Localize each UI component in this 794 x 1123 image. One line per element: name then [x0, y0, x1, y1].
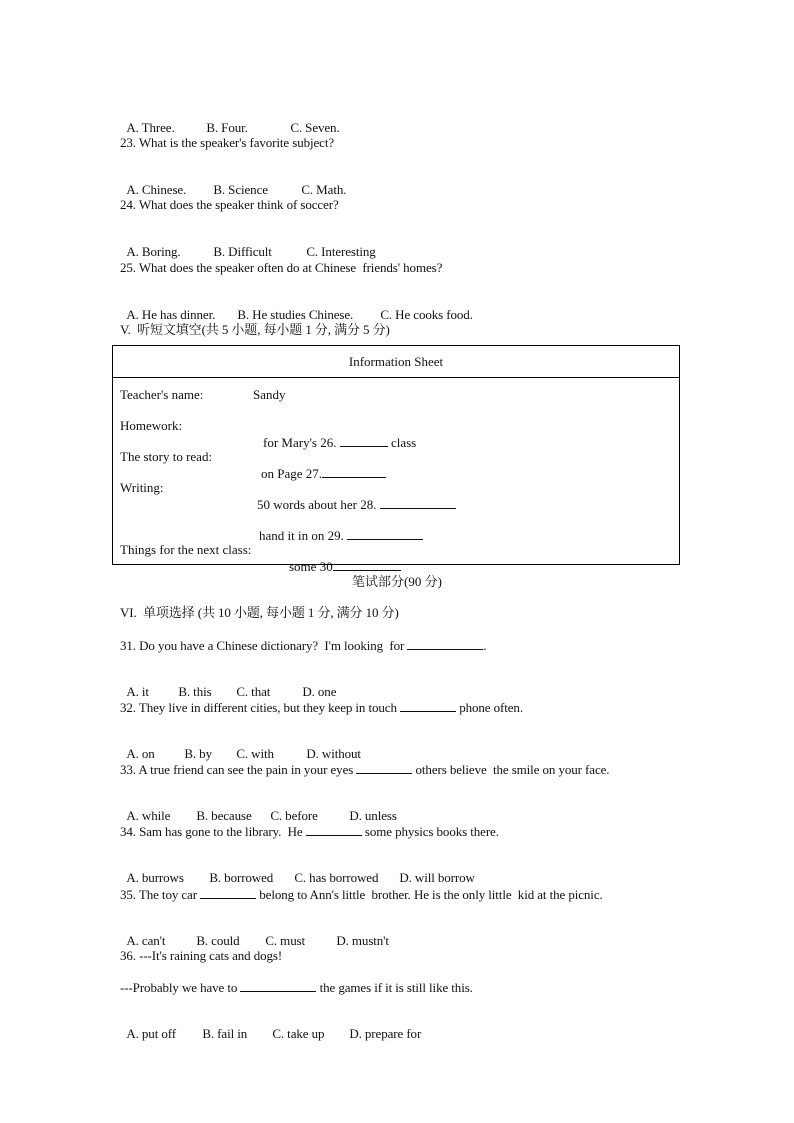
option: C. has borrowed	[294, 870, 379, 885]
blank-32[interactable]	[400, 699, 456, 712]
option: B. this	[178, 684, 212, 699]
blank-36[interactable]	[240, 979, 316, 992]
blank-33[interactable]	[356, 761, 412, 774]
q33-options	[120, 792, 397, 824]
next-class-label: Things for the next class:	[120, 542, 252, 557]
q36-options	[120, 1010, 421, 1042]
question-36: 36. ---It's raining cats and dogs!	[120, 948, 283, 963]
q32-options	[120, 730, 361, 762]
q35-options	[120, 917, 389, 949]
blank-34[interactable]	[306, 823, 362, 836]
q36-pre: ---Probably we have to	[120, 980, 238, 995]
q31-end: .	[483, 638, 487, 653]
q35-pre: 35. The toy car	[120, 887, 197, 902]
q31-text: 31. Do you have a Chinese dictionary? I'm looking for	[120, 638, 405, 653]
option: B. fail in	[202, 1026, 248, 1041]
q22-options	[120, 104, 340, 136]
section-5-title: V. 听短文填空(共 5 小题, 每小题 1 分, 满分 5 分)	[120, 322, 390, 337]
q32-pre: 32. They live in different cities, but they keep in touch	[120, 700, 397, 715]
question-34	[120, 823, 499, 840]
question-24: 24. What does the speaker think of soccer?	[120, 197, 339, 212]
homework-post: class	[390, 435, 417, 450]
blank-28[interactable]	[380, 496, 456, 509]
option: C. He cooks food.	[380, 307, 473, 322]
next-class-text: some 30	[289, 559, 333, 574]
q32-post: phone often.	[459, 700, 523, 715]
question-25: 25. What does the speaker often do at Chinese friends' homes?	[120, 260, 443, 275]
question-35	[120, 886, 603, 903]
q34-post: some physics books there.	[364, 824, 499, 839]
option: D. will borrow	[399, 870, 475, 885]
question-36-reply	[120, 979, 473, 996]
teacher-label: Teacher's name:	[120, 387, 204, 402]
q36-post: the games if it is still like this.	[319, 980, 473, 995]
question-32	[120, 699, 523, 716]
option: C. must	[265, 933, 306, 948]
q33-post: others believe the smile on your face.	[415, 762, 610, 777]
sheet-title: Information Sheet	[113, 346, 679, 378]
blank-30[interactable]	[333, 558, 401, 571]
option: D. prepare for	[349, 1026, 422, 1041]
option: C. with	[236, 746, 274, 761]
blank-29[interactable]	[347, 527, 423, 540]
option: A. Three.	[126, 120, 175, 135]
writing-label: Writing:	[120, 480, 164, 495]
option: B. because	[196, 808, 252, 823]
story-label: The story to read:	[120, 449, 213, 464]
option: A. while	[126, 808, 171, 823]
handin-text: hand it in on 29.	[259, 528, 344, 543]
q34-pre: 34. Sam has gone to the library. He	[120, 824, 303, 839]
homework-pre: for Mary's 26.	[263, 435, 337, 450]
information-sheet	[112, 345, 680, 574]
q25-options	[120, 291, 473, 323]
option: C. before	[270, 808, 318, 823]
option: A. burrows	[126, 870, 184, 885]
q24-options	[120, 228, 376, 260]
option: B. Four.	[206, 120, 248, 135]
blank-27[interactable]	[322, 465, 386, 478]
q33-pre: 33. A true friend can see the pain in your eyes	[120, 762, 354, 777]
q31-options	[120, 668, 336, 700]
question-31	[120, 637, 487, 654]
option: A. on	[126, 746, 155, 761]
option: A. put off	[126, 1026, 176, 1041]
section-6-title: VI. 单项选择 (共 10 小题, 每小题 1 分, 满分 10 分)	[120, 605, 399, 620]
blank-26[interactable]	[340, 434, 388, 447]
option: A. it	[126, 684, 149, 699]
question-33	[120, 761, 609, 778]
option: C. take up	[272, 1026, 325, 1041]
option: B. could	[196, 933, 240, 948]
story-text: on Page 27.	[261, 466, 323, 481]
option: B. by	[184, 746, 212, 761]
option: B. He studies Chinese.	[237, 307, 354, 322]
option: A. Chinese.	[126, 182, 187, 197]
q35-post: belong to Ann's little brother. He is the only little kid at the picnic.	[259, 887, 603, 902]
option: D. one	[302, 684, 337, 699]
option: B. Difficult	[213, 244, 272, 259]
blank-35[interactable]	[200, 886, 256, 899]
question-23: 23. What is the speaker's favorite subject?	[120, 135, 335, 150]
option: D. mustn't	[336, 933, 389, 948]
option: B. Science	[213, 182, 268, 197]
option: B. borrowed	[209, 870, 274, 885]
teacher-value: Sandy	[253, 387, 286, 402]
option: D. unless	[349, 808, 397, 823]
written-part-heading: 笔试部分(90 分)	[352, 574, 442, 589]
option: A. Boring.	[126, 244, 181, 259]
option: C. that	[236, 684, 271, 699]
option: D. without	[306, 746, 361, 761]
option: C. Math.	[301, 182, 347, 197]
q34-options	[120, 854, 475, 886]
option: C. Interesting	[306, 244, 376, 259]
homework-label: Homework:	[120, 418, 183, 433]
q23-options	[120, 166, 346, 198]
option: A. He has dinner.	[126, 307, 216, 322]
blank-31[interactable]	[407, 637, 483, 650]
option: C. Seven.	[290, 120, 340, 135]
writing-text: 50 words about her 28.	[257, 497, 377, 512]
option: A. can't	[126, 933, 166, 948]
